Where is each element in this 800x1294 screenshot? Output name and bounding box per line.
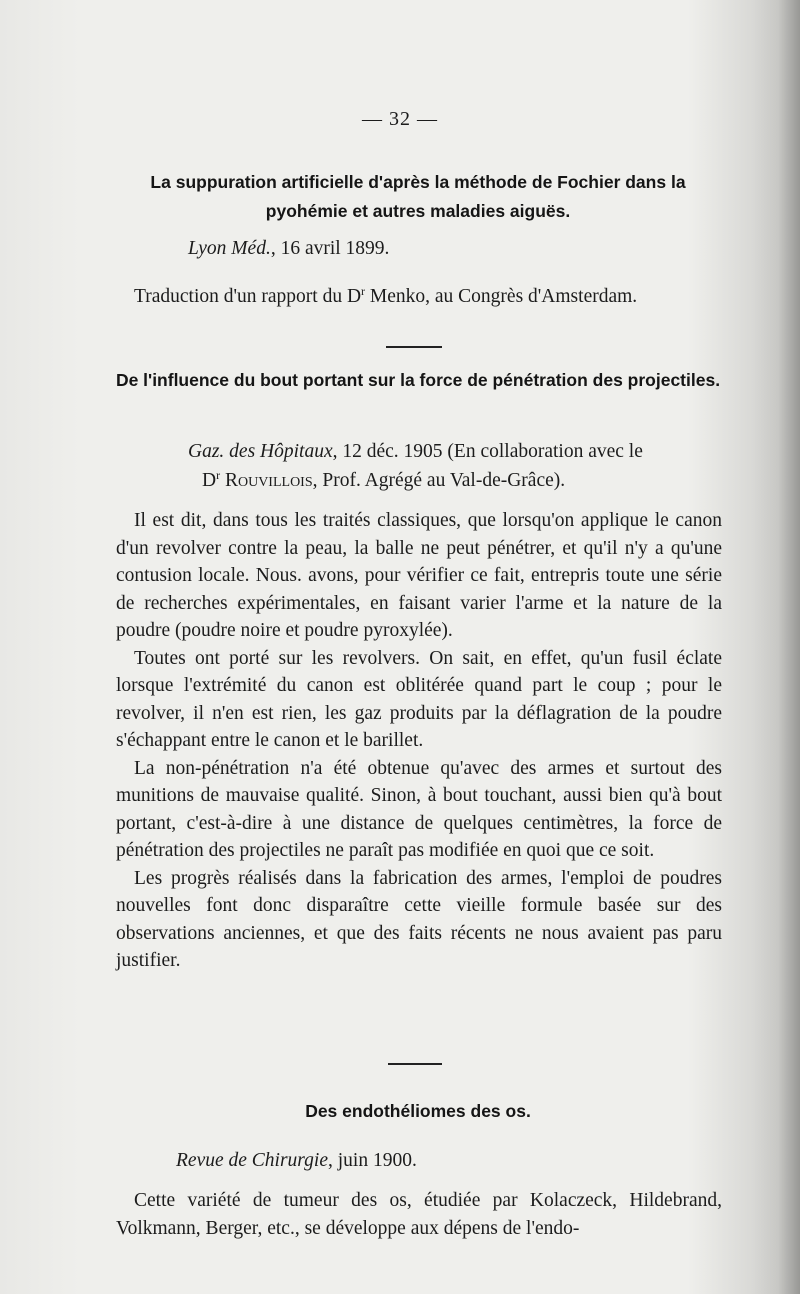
author-name: Rouvillois bbox=[220, 470, 313, 491]
reference-lyon-med bbox=[188, 234, 389, 263]
reference-revue-chirurgie bbox=[176, 1146, 417, 1175]
journal-name: Revue de Chirurgie bbox=[176, 1150, 328, 1171]
paragraph: Les progrès réalisés dans la fabrication des armes, l'emploi de poudres nouvelles font donc disparaître cette vieille formule basée sur des observations anciennes, et que des faits récents ne nous avaient pas paru justifier. bbox=[116, 867, 722, 971]
body-text-endotheliomes bbox=[116, 1187, 722, 1242]
reference-date: , juin 1900. bbox=[327, 1150, 417, 1171]
section-title-bout-portant: De l'influence du bout portant sur la force de pénétration des projectiles. bbox=[115, 370, 721, 390]
page-number: — 32 — bbox=[362, 108, 438, 130]
section-title-suppuration: La suppuration artificielle d'après la méthode de Fochier dans la pyohémie et autres maladies aiguës. bbox=[150, 172, 686, 221]
body-text-bout-portant bbox=[116, 507, 722, 975]
paragraph: Toutes ont porté sur les revolvers. On sait, en effet, qu'un fusil éclate lorsque l'extrémité du canon est oblitérée quand part le coup ; pour le revolver, il n'en est rien, les gaz produits par la déflagration de la poudre s'échappant entre le canon et le barillet. bbox=[116, 647, 722, 751]
paragraph: Il est dit, dans tous les traités classiques, que lorsqu'on applique le canon d'un revolver contre la peau, la balle ne peut pénétrer, et qu'il n'y a qu'une contusion locale. Nous. avons, pour vérifier ce fait, entrepris toute une série de recherches expérimentales, en faisant varier l'arme et la nature de la poudre (poudre noire et poudre pyroxylée). bbox=[116, 510, 722, 641]
journal-name: Gaz. des Hôpitaux bbox=[188, 441, 333, 462]
paragraph: La non-pénétration n'a été obtenue qu'avec des armes et surtout des munitions de mauvaise qualité. Sinon, à bout touchant, aussi bien qu'à bout portant, c'est-à-dire à une distance de quelques centimètres, la force de pénétration des projectiles ne paraît pas modifiée en quoi que ce soit. bbox=[116, 757, 722, 861]
journal-name: Lyon Méd. bbox=[188, 238, 271, 259]
separator-rule-1 bbox=[386, 346, 442, 348]
section-title-endotheliomes: Des endothéliomes des os. bbox=[305, 1101, 531, 1121]
reference-gaz-hopitaux: Gaz. des Hôpitaux, 12 déc. 1905 (En collaboration avec le $D^r$ Rouvillois, Prof. Agrégé au Val-de-Grâce). bbox=[188, 441, 643, 491]
page-binding-shadow bbox=[778, 0, 800, 1294]
paragraph: Cette variété de tumeur des os, étudiée par Kolaczeck, Hildebrand, Volkmann, Berger, etc., se développe aux dépens de l'endo- bbox=[116, 1190, 722, 1239]
reference-date: , 16 avril 1899. bbox=[270, 238, 390, 259]
separator-rule-2 bbox=[388, 1063, 442, 1065]
translation-note: Traduction d'un rapport du $D^r$ Menko, au Congrès d'Amsterdam. bbox=[134, 284, 638, 307]
